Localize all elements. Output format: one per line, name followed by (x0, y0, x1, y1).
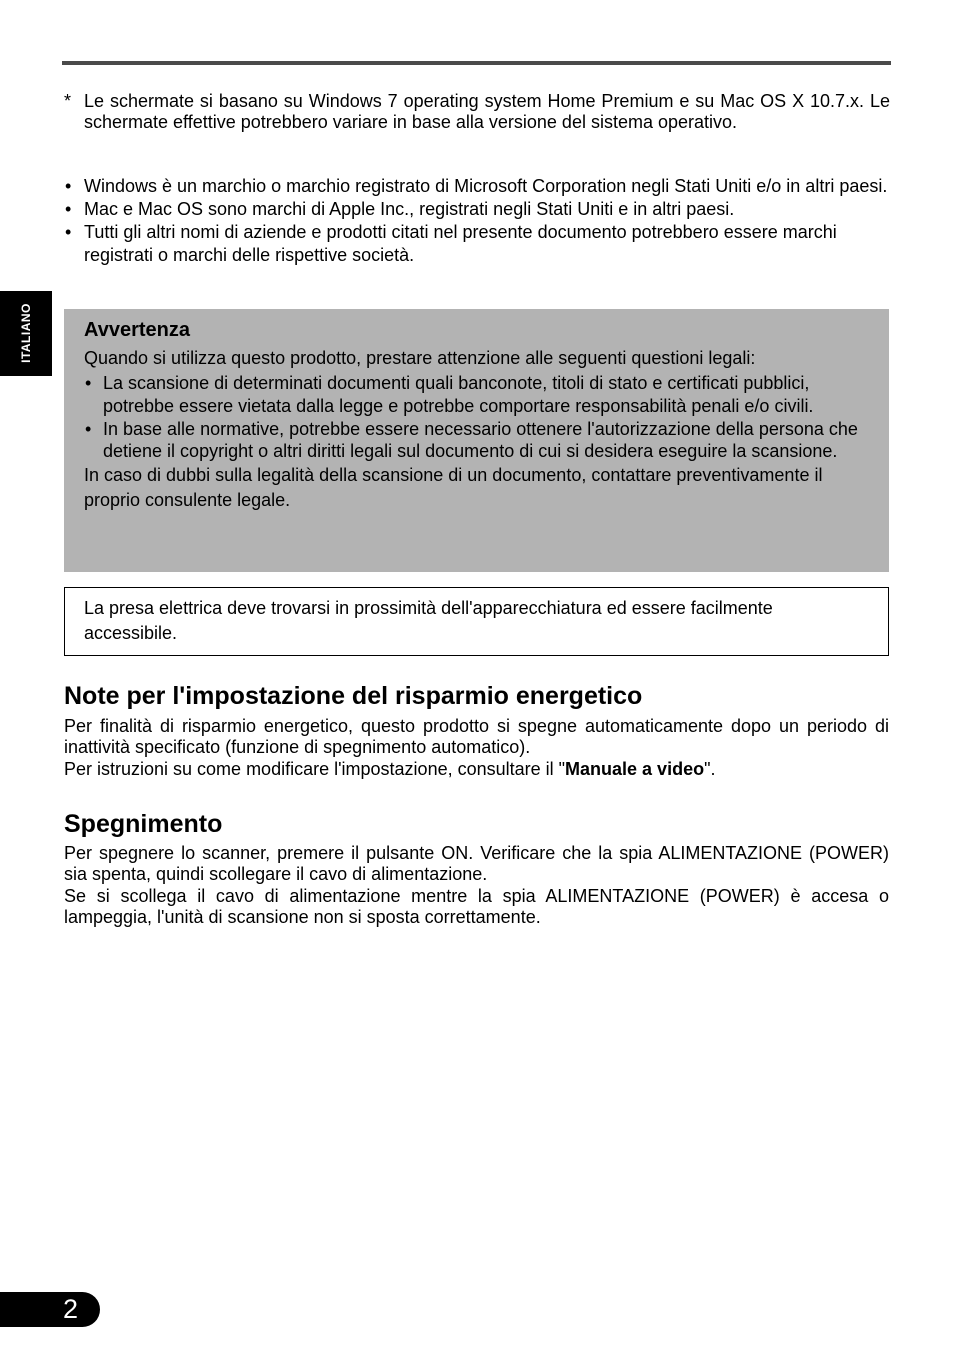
list-item: • Tutti gli altri nomi di aziende e prodotti citati nel presente documento potrebbero essere marchi registrati o marchi delle rispettive società. (64, 221, 890, 267)
warning-title: Avvertenza (84, 319, 190, 341)
warning-list (84, 372, 869, 463)
shutdown-paragraph: Per spegnere lo scanner, premere il pulsante ON. Verificare che la spia ALIMENTAZIONE (POWER) sia spenta, quindi scollegare il cavo di alimentazione. (64, 843, 889, 884)
list-item: • Mac e Mac OS sono marchi di Apple Inc., registrati negli Stati Uniti e in altri paesi. (64, 198, 890, 221)
asterisk-mark: * (64, 91, 72, 111)
top-rule (62, 61, 891, 65)
warning-box (64, 309, 889, 572)
energy-saving-heading: Note per l'impostazione del risparmio energetico (64, 682, 643, 710)
instructions-text-end: ". (704, 759, 716, 779)
screen-note (64, 91, 890, 132)
list-item: • In base alle normative, potrebbe essere necessario ottenere l'autorizzazione della persona che detiene il copyright o altri diritti legali sul documento di cui si desidera eseguire la scansione. (84, 418, 869, 464)
manual-reference: Manuale a video (565, 759, 705, 779)
list-item: • Windows è un marchio o marchio registrato di Microsoft Corporation negli Stati Uniti e/o in altri paesi. (64, 175, 890, 198)
page-number-badge (0, 1292, 100, 1327)
warning-outro: In caso di dubbi sulla legalità della scansione di un documento, contattare preventivamente il proprio consulente legale. (84, 465, 823, 511)
page-number: 2 (63, 1294, 79, 1324)
trademark-list (64, 175, 890, 267)
language-tab (0, 291, 52, 376)
list-item: • La scansione di determinati documenti quali banconote, titoli di stato e certificati pubblici, potrebbe essere vietata dalla legge e potrebbe comportare responsabilità penali e/o civili. (84, 372, 869, 418)
language-tab-label: ITALIANO (19, 303, 33, 363)
shutdown-warning-paragraph: Se si scollega il cavo di alimentazione mentre la spia ALIMENTAZIONE (POWER) è accesa o lampeggia, l'unità di scansione non si sposta correttamente. (64, 886, 889, 927)
screen-note-text: Le schermate si basano su Windows 7 operating system Home Premium e su Mac OS X 10.7.x. Le schermate effettive potrebbero variare in base alla versione del sistema operativo. (84, 91, 890, 132)
energy-paragraph: Per finalità di risparmio energetico, questo prodotto si spegne automaticamente dopo un periodo di inattività specificato (funzione di spegnimento automatico). (64, 716, 889, 757)
power-outlet-note: La presa elettrica deve trovarsi in prossimità dell'apparecchiatura ed essere facilmente accessibile. (64, 587, 889, 656)
warning-intro: Quando si utilizza questo prodotto, prestare attenzione alle seguenti questioni legali: (84, 348, 756, 368)
energy-instructions-paragraph (64, 759, 889, 780)
instructions-text: Per istruzioni su come modificare l'impostazione, consultare il " (64, 759, 566, 779)
shutdown-heading: Spegnimento (64, 810, 223, 838)
